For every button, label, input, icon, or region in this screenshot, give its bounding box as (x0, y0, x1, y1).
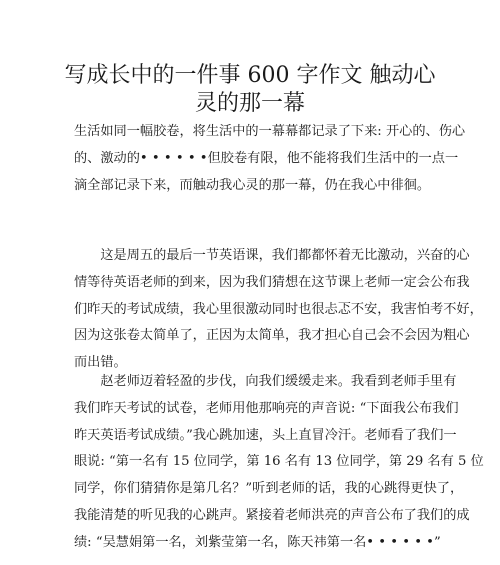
text-line: 滴全部记录下来，而触动我心灵的那一幕，仍在我心中徘徊。 (74, 177, 431, 193)
text-line: 昨天英语考试成绩。”我心跳加速，头上直冒冷汗。老师看了我们一 (74, 427, 457, 443)
paragraph-3 (74, 369, 484, 557)
text-line: 情等待英语老师的到来，因为我们猜想在这节课上老师一定会公布我 (74, 274, 470, 290)
article-title-line-1: 写成长中的一件事 600 字作文 触动心 (64, 63, 436, 88)
text-line: 我能清楚的听见我的心跳声。紧接着老师洪亮的声音公布了我们的成 (74, 507, 470, 523)
text-line: 而出错。 (74, 355, 127, 371)
paragraph-1 (74, 119, 466, 199)
text-line: 我们昨天考试的试卷，老师用他那响亮的声音说: “下面我公布我们 (74, 400, 459, 416)
text-line: 赵老师迈着轻盈的步伐，向我们缓缓走来。我看到老师手里有 (74, 374, 457, 389)
paragraph-2 (74, 243, 483, 377)
text-line: 们昨天的考试成绩，我心里很激动同时也很忐忑不安，我害怕考不好， (74, 301, 483, 317)
text-line: 同学，你们猜猜你是第几名？”听到老师的话，我的心跳得更快了， (74, 481, 464, 497)
text-line: 的、激动的• • • • • •但胶卷有限，他不能将我们生活中的一点一 (74, 150, 459, 166)
text-line: 生活如同一幅胶卷，将生活中的一幕幕都记录了下来: 开心的、伤心 (74, 124, 466, 139)
text-line: 眼说: “第一名有 15 位同学，第 16 名有 13 位同学，第 29 名有 5 位 (74, 454, 484, 470)
text-line: 因为这张卷太简单了，正因为太简单，我才担心自己会不会因为粗心 (74, 328, 470, 344)
text-line: 这是周五的最后一节英语课，我们都都怀着无比激动，兴奋的心 (74, 248, 470, 263)
article-title-line-2: 灵的那一幕 (194, 91, 305, 116)
text-line: 绩: “吴慧娟第一名，刘紫莹第一名，陈天祎第一名• • • • • •” (74, 534, 441, 550)
